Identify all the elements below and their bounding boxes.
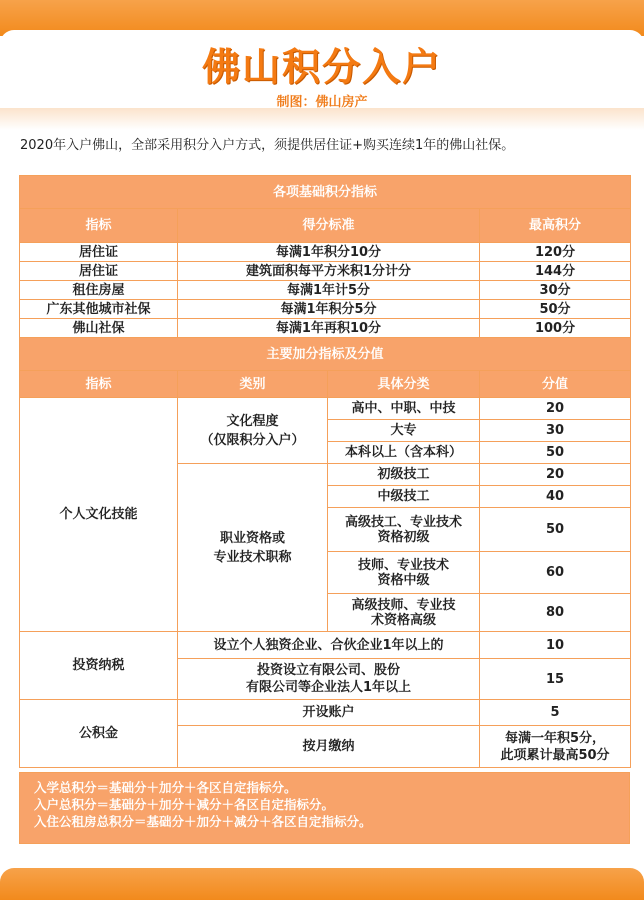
detail-item: 本科以上（含本科） [328, 442, 480, 464]
bonus-section-title: 主要加分指标及分值 [20, 338, 631, 371]
points-table [19, 175, 631, 768]
formula-line: 入户总积分＝基础分＋加分＋减分＋各区自定指标分。 [34, 797, 335, 812]
score-value: 30 [480, 420, 631, 442]
basic-row-max: 50分 [480, 300, 631, 319]
basic-row-standard: 每满1年计5分 [178, 281, 480, 300]
category-education: 文化程度 （仅限积分入户） [178, 398, 328, 464]
detail-item: 按月缴纳 [178, 726, 480, 768]
score-value: 50 [480, 508, 631, 552]
title-fade-band [0, 108, 644, 130]
bottom-orange-band [0, 868, 644, 900]
basic-row-standard: 建筑面积每平方米积1分计分 [178, 262, 480, 281]
page-title: 佛山积分入户 [201, 45, 442, 89]
basic-row-max: 100分 [480, 319, 631, 338]
group-culture-skills: 个人文化技能 [20, 398, 178, 632]
basic-row-max: 120分 [480, 243, 631, 262]
basic-header-standard: 得分标准 [178, 209, 480, 243]
basic-row-max: 144分 [480, 262, 631, 281]
basic-row-max: 30分 [480, 281, 631, 300]
score-value: 10 [480, 632, 631, 659]
detail-item: 中级技工 [328, 486, 480, 508]
group-investment-tax: 投资纳税 [20, 632, 178, 700]
score-value: 15 [480, 659, 631, 700]
basic-row-indicator: 佛山社保 [20, 319, 178, 338]
basic-header-indicator: 指标 [20, 209, 178, 243]
score-value: 20 [480, 464, 631, 486]
detail-item: 设立个人独资企业、合伙企业1年以上的 [178, 632, 480, 659]
detail-item: 高级技师、专业技 术资格高级 [328, 594, 480, 632]
detail-item: 技师、专业技术 资格中级 [328, 552, 480, 594]
category-qualification: 职业资格或 专业技术职称 [178, 464, 328, 632]
basic-row-indicator: 居住证 [20, 243, 178, 262]
basic-row-standard: 每满1年积分5分 [178, 300, 480, 319]
basic-row-standard: 每满1年积分10分 [178, 243, 480, 262]
basic-section-title: 各项基础积分指标 [20, 176, 631, 209]
bonus-header-category: 类别 [178, 371, 328, 398]
basic-row-standard: 每满1年再积10分 [178, 319, 480, 338]
bonus-header-detail: 具体分类 [328, 371, 480, 398]
score-value: 40 [480, 486, 631, 508]
bonus-header-indicator: 指标 [20, 371, 178, 398]
detail-item: 投资设立有限公司、股份 有限公司等企业法人1年以上 [178, 659, 480, 700]
basic-row-indicator: 租住房屋 [20, 281, 178, 300]
score-value: 60 [480, 552, 631, 594]
basic-row-indicator: 广东其他城市社保 [20, 300, 178, 319]
basic-row-indicator: 居住证 [20, 262, 178, 281]
score-value: 5 [480, 700, 631, 726]
score-value: 50 [480, 442, 631, 464]
basic-header-max: 最高积分 [480, 209, 631, 243]
detail-item: 初级技工 [328, 464, 480, 486]
score-value: 80 [480, 594, 631, 632]
intro-text: 2020年入户佛山，全部采用积分入户方式，须提供居住证+购买连续1年的佛山社保。 [20, 138, 515, 153]
group-provident-fund: 公积金 [20, 700, 178, 768]
page-subtitle: 制图：佛山房产 [276, 95, 368, 110]
score-value: 20 [480, 398, 631, 420]
score-value: 每满一年积5分， 此项累计最高50分 [480, 726, 631, 768]
detail-item: 开设账户 [178, 700, 480, 726]
formula-notes [19, 772, 630, 844]
detail-item: 大专 [328, 420, 480, 442]
formula-line: 入学总积分＝基础分＋加分＋各区自定指标分。 [34, 780, 297, 795]
bonus-header-score: 分值 [480, 371, 631, 398]
detail-item: 高中、中职、中技 [328, 398, 480, 420]
detail-item: 高级技工、专业技术 资格初级 [328, 508, 480, 552]
formula-line: 入住公租房总积分＝基础分＋加分＋减分＋各区自定指标分。 [34, 814, 372, 829]
